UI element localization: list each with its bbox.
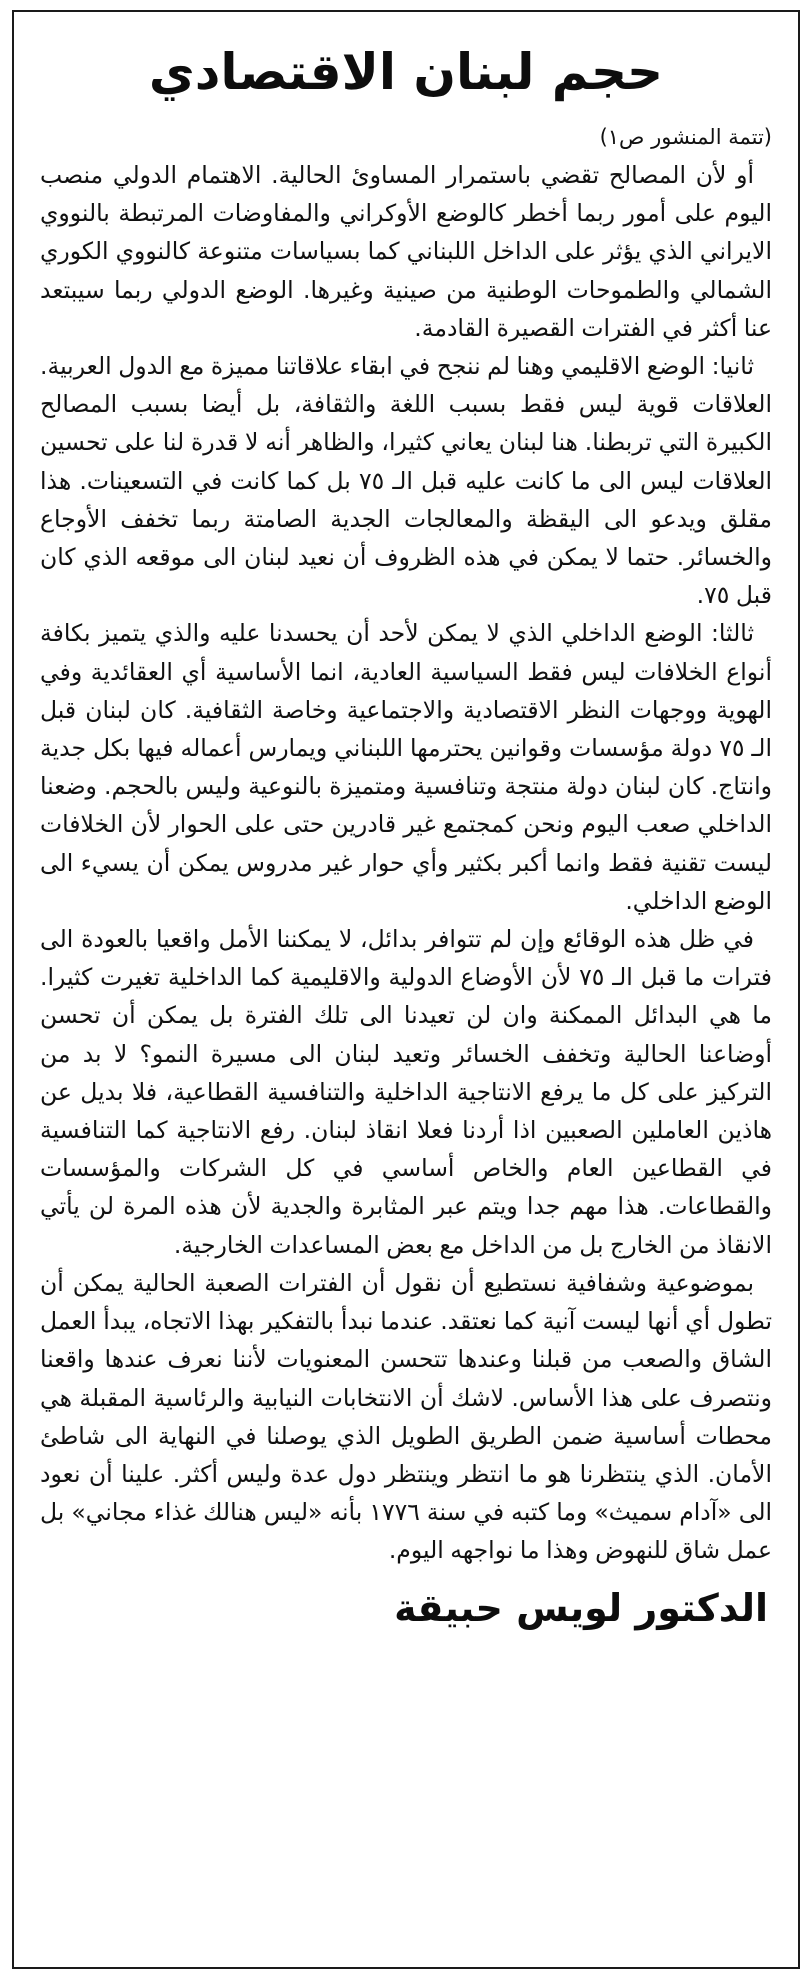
article-paragraph: في ظل هذه الوقائع وإن لم تتوافر بدائل، لا يمكننا الأمل واقعيا بالعودة الى فترات ما قبل الـ ٧٥ لأن الأوضاع الدولية والاقليمية كما الداخلية تغيرت كثيرا. ما هي البدائل الممكنة وان لن تعيدنا الى تلك الفترة بل يمكن أن تحسن أوضاعنا الحالية وتخفف الخسائر وتعيد لبنان الى مسيرة النمو؟ لا بد من التركيز على كل ما يرفع الانتاجية الداخلية والتنافسية القطاعية، فلا بديل عن هاذين العاملين الصعبين اذا أردنا فعلا انقاذ لبنان. رفع الانتاجية كما التنافسية في القطاعين العام والخاص أساسي في كل الشركات والمؤسسات والقطاعات. هذا مهم جدا ويتم عبر المثابرة والجدية لأن هذه المرة لن يأتي الانقاذ من الخارج بل من الداخل مع بعض المساعدات الخارجية.	[40, 925, 772, 1259]
author-signature: الدكتور لويس حبيقة	[394, 1585, 768, 1630]
article-body	[40, 156, 772, 1570]
continued-note: (تتمة المنشور ص١)	[599, 125, 772, 149]
article-paragraph: ثالثا: الوضع الداخلي الذي لا يمكن لأحد أن يحسدنا عليه والذي يتميز بكافة أنواع الخلافات ليس فقط السياسية العادية، انما الأساسية أي العقائدية وفي الهوية ووجهات النظر الاقتصادية والاجتماعية وخاصة الثقافية. كان لبنان قبل الـ ٧٥ دولة مؤسسات وقوانين يحترمها اللبناني ويمارس أعماله فيها بكل جدية وانتاج. كان لبنان دولة منتجة وتنافسية ومتميزة بالنوعية وليس بالحجم. وضعنا الداخلي صعب اليوم ونحن كمجتمع غير قادرين حتى على الحوار لأن الخلافات ليست تقنية فقط وانما أكبر بكثير وأي حوار غير مدروس يمكن أن يسيء الى الوضع الداخلي.	[40, 619, 772, 915]
article-paragraph: أو لأن المصالح تقضي باستمرار المساوئ الحالية. الاهتمام الدولي منصب اليوم على أمور ربما أخطر كالوضع الأوكراني والمفاوضات المرتبطة بالنووي الايراني الذي يؤثر على الداخل اللبناني كما بسياسات متنوعة كالنووي الكوري الشمالي والطموحات الوطنية من صينية وغيرها. الوضع الدولي ربما سيبتعد عنا أكثر في الفترات القصيرة القادمة.	[40, 161, 772, 342]
article-paragraph: ثانيا: الوضع الاقليمي وهنا لم ننجح في ابقاء علاقاتنا مميزة مع الدول العربية. العلاقات قوية ليس فقط بسبب اللغة والثقافة، بل أيضا بسبب المصالح الكبيرة التي تربطنا. هنا لبنان يعاني كثيرا، والظاهر أنه لا قدرة لنا على تحسين العلاقات ليس الى ما كانت عليه قبل الـ ٧٥ بل كما كانت في التسعينات. هذا مقلق ويدعو الى اليقظة والمعالجات الجدية الصامتة ربما تخفف الأوجاع والخسائر. حتما لا يمكن في هذه الظروف أن نعيد لبنان الى موقعه الذي كان قبل ٧٥.	[40, 352, 773, 610]
article-frame	[12, 10, 800, 1969]
article-paragraph: بموضوعية وشفافية نستطيع أن نقول أن الفترات الصعبة الحالية يمكن أن تطول أي أنها ليست آنية كما نعتقد. عندما نبدأ بالتفكير بهذا الاتجاه، يبدأ العمل الشاق والصعب من قبلنا وعندها تتحسن المعنويات لأننا نعرف عندها واقعنا ونتصرف على هذا الأساس. لاشك أن الانتخابات النيابية والرئاسية المقبلة هي محطات أساسية ضمن الطريق الطويل الذي يوصلنا في النهاية الى شاطئ الأمان. الذي ينتظرنا هو ما انتظر وينتظر دول عدة وليس أكثر. علينا أن نعود الى «آدام سميث» وما كتبه في سنة ١٧٧٦ بأنه «ليس هنالك غذاء مجاني» بل عمل شاق للنهوض وهذا ما نواجهه اليوم.	[40, 1268, 773, 1565]
article-headline: حجم لبنان الاقتصادي	[148, 43, 664, 101]
